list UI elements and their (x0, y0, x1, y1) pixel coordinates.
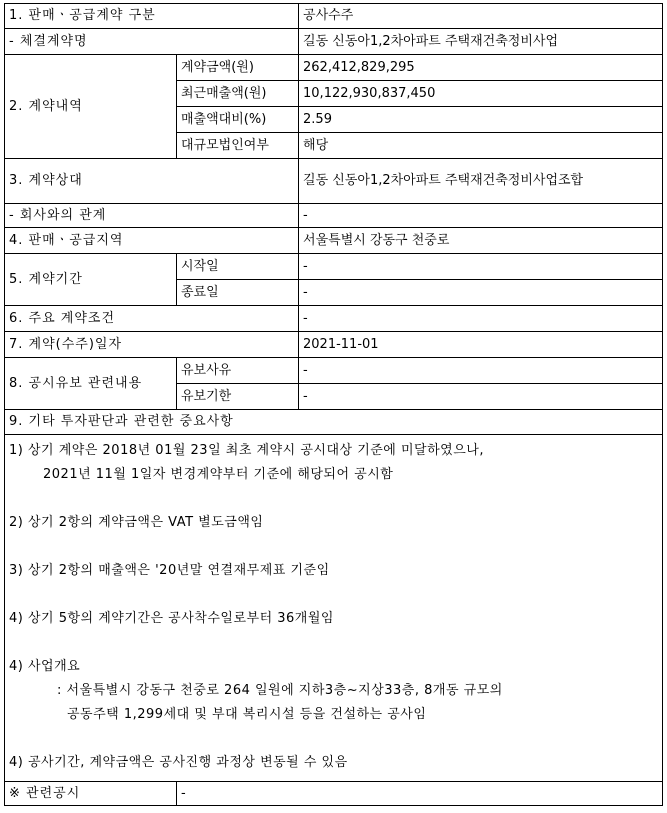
label-large-corp: 대규모법인여부 (177, 133, 299, 159)
label-start-date: 시작일 (177, 254, 299, 280)
other-matters-notes (5, 435, 663, 782)
value-main-terms: - (299, 306, 663, 332)
value-deferral-deadline: - (299, 384, 663, 410)
row-main-terms (5, 306, 663, 332)
note-5-title: 4) 사업개요 (9, 659, 81, 674)
row-start-date (5, 254, 663, 280)
label-recent-sales: 최근매출액(원) (177, 81, 299, 107)
label-contract-details: 2. 계약내역 (5, 55, 177, 159)
value-sales-ratio: 2.59 (299, 107, 663, 133)
value-relationship: - (299, 204, 663, 228)
label-related-disclosure: ※ 관련공시 (5, 782, 177, 806)
note-5-line-2: 공동주택 1,299세대 및 부대 복리시설 등을 건설하는 공사임 (67, 707, 427, 722)
label-contract-type: 1. 판매ㆍ공급계약 구분 (5, 4, 299, 29)
value-contract-amount: 262,412,829,295 (299, 55, 663, 81)
value-end-date: - (299, 280, 663, 306)
row-counterparty (5, 159, 663, 204)
label-contract-period: 5. 계약기간 (5, 254, 177, 306)
note-1-line-2: 2021년 11월 1일자 변경계약부터 기준에 해당되어 공시함 (43, 467, 394, 482)
note-3: 3) 상기 2항의 매출액은 '20년말 연결재무제표 기준임 (9, 563, 330, 578)
row-relationship (5, 204, 663, 228)
row-contract-date (5, 332, 663, 358)
row-deferral-reason (5, 358, 663, 384)
label-deferral-reason: 유보사유 (177, 358, 299, 384)
value-counterparty: 길동 신동아1,2차아파트 주택재건축정비사업조합 (299, 159, 663, 204)
note-2: 2) 상기 2항의 계약금액은 VAT 별도금액임 (9, 515, 264, 530)
label-deferral-deadline: 유보기한 (177, 384, 299, 410)
label-end-date: 종료일 (177, 280, 299, 306)
label-relationship: - 회사와의 관계 (5, 204, 299, 228)
value-large-corp: 해당 (299, 133, 663, 159)
note-5-line-1: : 서울특별시 강동구 천중로 264 일원에 지하3층~지상33층, 8개동 규모의 (57, 683, 503, 698)
label-contract-date: 7. 계약(수주)일자 (5, 332, 299, 358)
label-deferral: 8. 공시유보 관련내용 (5, 358, 177, 410)
note-1 (9, 439, 656, 487)
value-contract-type: 공사수주 (299, 4, 663, 29)
label-other-matters: 9. 기타 투자판단과 관련한 중요사항 (5, 410, 663, 435)
value-contract-name: 길동 신동아1,2차아파트 주택재건축정비사업 (299, 29, 663, 55)
row-supply-region (5, 228, 663, 254)
label-sales-ratio: 매출액대비(%) (177, 107, 299, 133)
row-contract-type (5, 4, 663, 29)
row-other-matters-header (5, 410, 663, 435)
label-contract-amount: 계약금액(원) (177, 55, 299, 81)
note-6: 4) 공사기간, 계약금액은 공사진행 과정상 변동될 수 있음 (9, 755, 348, 770)
value-recent-sales: 10,122,930,837,450 (299, 81, 663, 107)
note-1-line-1: 1) 상기 계약은 2018년 01월 23일 최초 계약시 공시대상 기준에 미달하였으나, (9, 443, 484, 458)
value-deferral-reason: - (299, 358, 663, 384)
disclosure-table (4, 3, 663, 806)
value-related-disclosure: - (177, 782, 663, 806)
note-4: 4) 상기 5항의 계약기간은 공사착수일로부터 36개월임 (9, 611, 334, 626)
row-contract-amount (5, 55, 663, 81)
label-supply-region: 4. 판매ㆍ공급지역 (5, 228, 299, 254)
value-supply-region: 서울특별시 강동구 천중로 (299, 228, 663, 254)
value-start-date: - (299, 254, 663, 280)
value-contract-date: 2021-11-01 (299, 332, 663, 358)
row-contract-name (5, 29, 663, 55)
row-related-disclosure (5, 782, 663, 806)
label-counterparty: 3. 계약상대 (5, 159, 299, 204)
label-main-terms: 6. 주요 계약조건 (5, 306, 299, 332)
row-other-matters-body (5, 435, 663, 782)
label-contract-name: - 체결계약명 (5, 29, 299, 55)
note-5 (9, 655, 656, 727)
